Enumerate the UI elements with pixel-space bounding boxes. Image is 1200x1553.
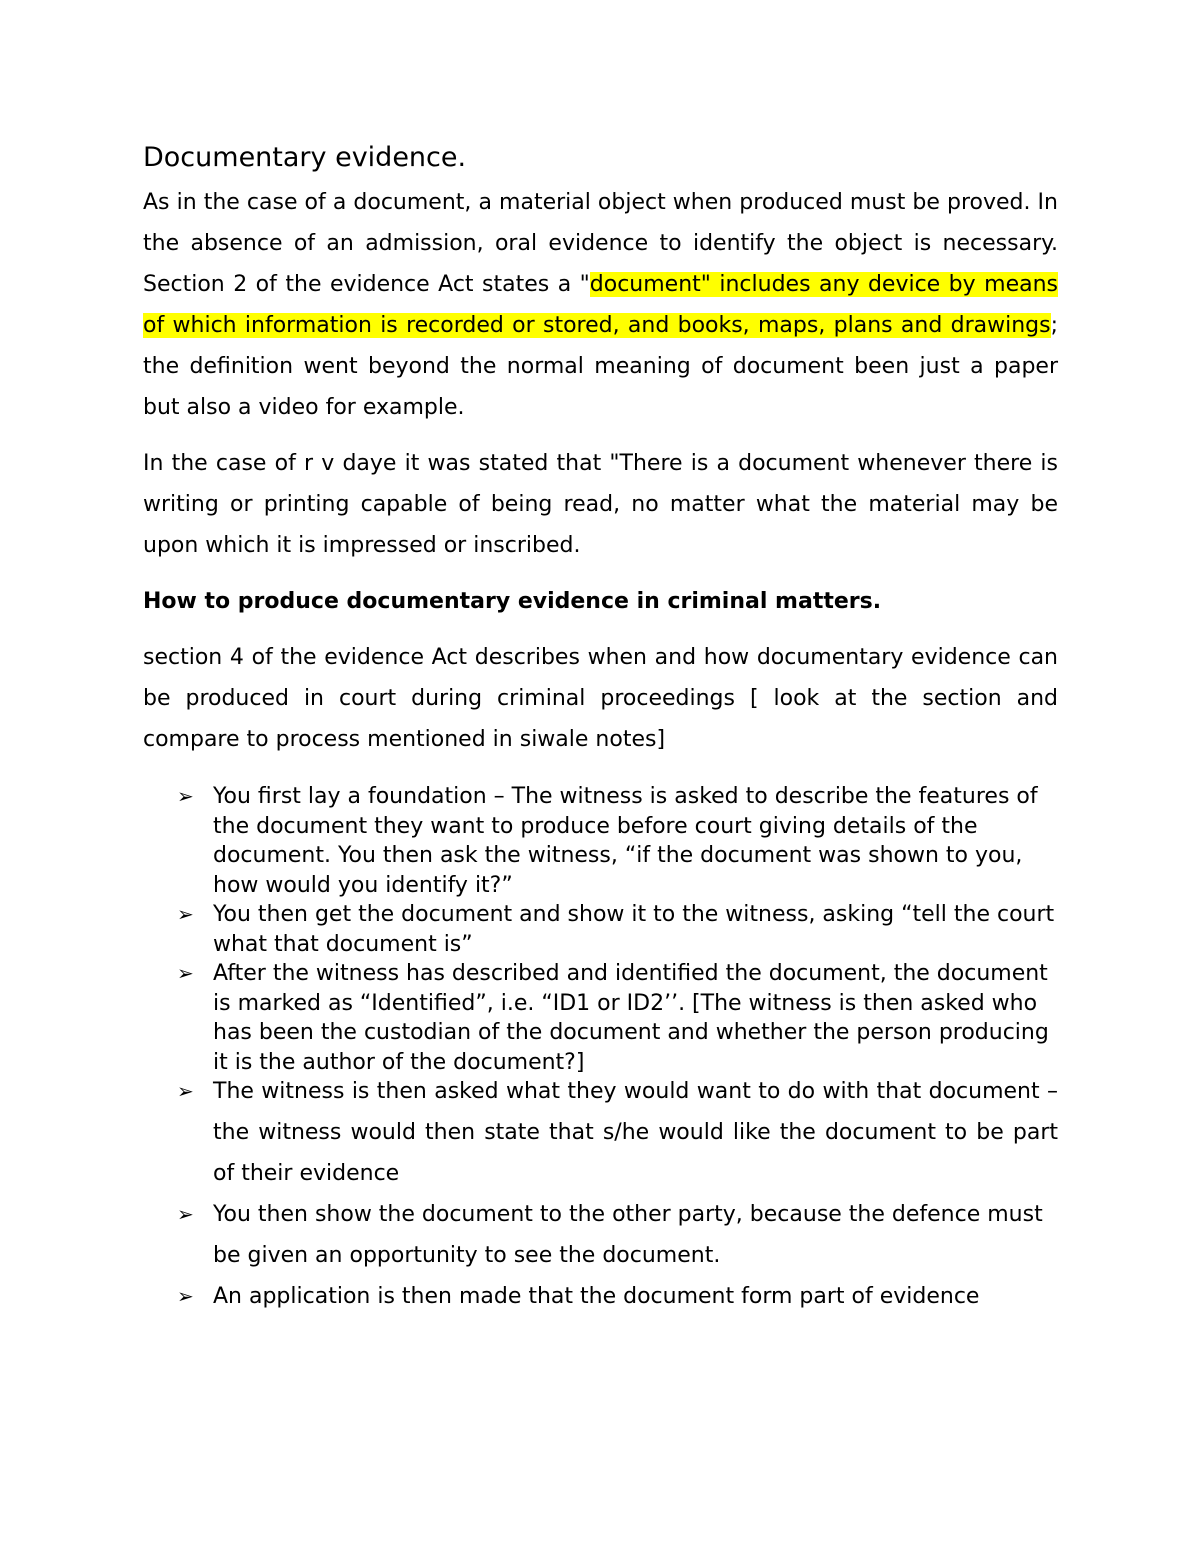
document-title: Documentary evidence. xyxy=(143,142,467,173)
arrow-bullet-icon: ➢ xyxy=(177,1284,194,1308)
list-item-text: You then get the document and show it to the witness, asking “tell the court what that document is” xyxy=(213,902,1055,957)
list-item xyxy=(143,1071,1058,1194)
list-item xyxy=(143,900,1058,959)
section-heading: How to produce documentary evidence in criminal matters. xyxy=(143,589,882,614)
arrow-bullet-icon: ➢ xyxy=(177,961,194,985)
section-4-paragraph: section 4 of the evidence Act describes when and how documentary evidence can be produced in court during criminal proceedings [ look at the section and compare to process mentioned in siwale notes] xyxy=(143,645,1058,752)
list-item xyxy=(143,1194,1058,1276)
list-item-text: An application is then made that the document form part of evidence xyxy=(213,1284,980,1309)
list-item xyxy=(143,782,1058,900)
procedure-list xyxy=(143,782,1058,1317)
arrow-bullet-icon: ➢ xyxy=(177,784,194,808)
case-paragraph: In the case of r v daye it was stated that "There is a document whenever there is writing or printing capable of being read, no matter what the material may be upon which it is impressed or inscribed. xyxy=(143,451,1058,558)
highlighted-definition: document" includes any device by means of which information is recorded or stored, and books, maps, plans and drawings xyxy=(143,272,1058,338)
definition-text-before: As in the case of a document, a material object when produced must be proved. In the absence of an admission, oral evidence to identify the object is necessary. Section 2 of the evidence Act states a " xyxy=(143,190,1058,297)
arrow-bullet-icon: ➢ xyxy=(177,1202,194,1226)
arrow-bullet-icon: ➢ xyxy=(177,902,194,926)
definition-paragraph xyxy=(143,182,1058,428)
list-item-text: After the witness has described and identified the document, the document is marked as “Identified”, i.e. “ID1 or ID2’’. [The witness is then asked who has been the custodian of the document and whether the person producing it is the author of the document?] xyxy=(213,961,1049,1075)
list-item xyxy=(143,1276,1058,1317)
list-item-text: You then show the document to the other party, because the defence must be given an opportunity to see the document. xyxy=(213,1202,1043,1268)
list-item-text: The witness is then asked what they would want to do with that document – the witness would then state that s/he would like the document to be part of their evidence xyxy=(213,1079,1058,1186)
list-item xyxy=(143,959,1058,1077)
arrow-bullet-icon: ➢ xyxy=(177,1079,194,1103)
definition-text-after: ; the definition went beyond the normal meaning of document been just a paper but also a video for example. xyxy=(143,313,1058,420)
document-page xyxy=(143,138,1058,1317)
list-item-text: You first lay a foundation – The witness is asked to describe the features of the document they want to produce before court giving details of the document. You then ask the witness, “if the document was shown to you, how would you identify it?” xyxy=(213,784,1038,898)
